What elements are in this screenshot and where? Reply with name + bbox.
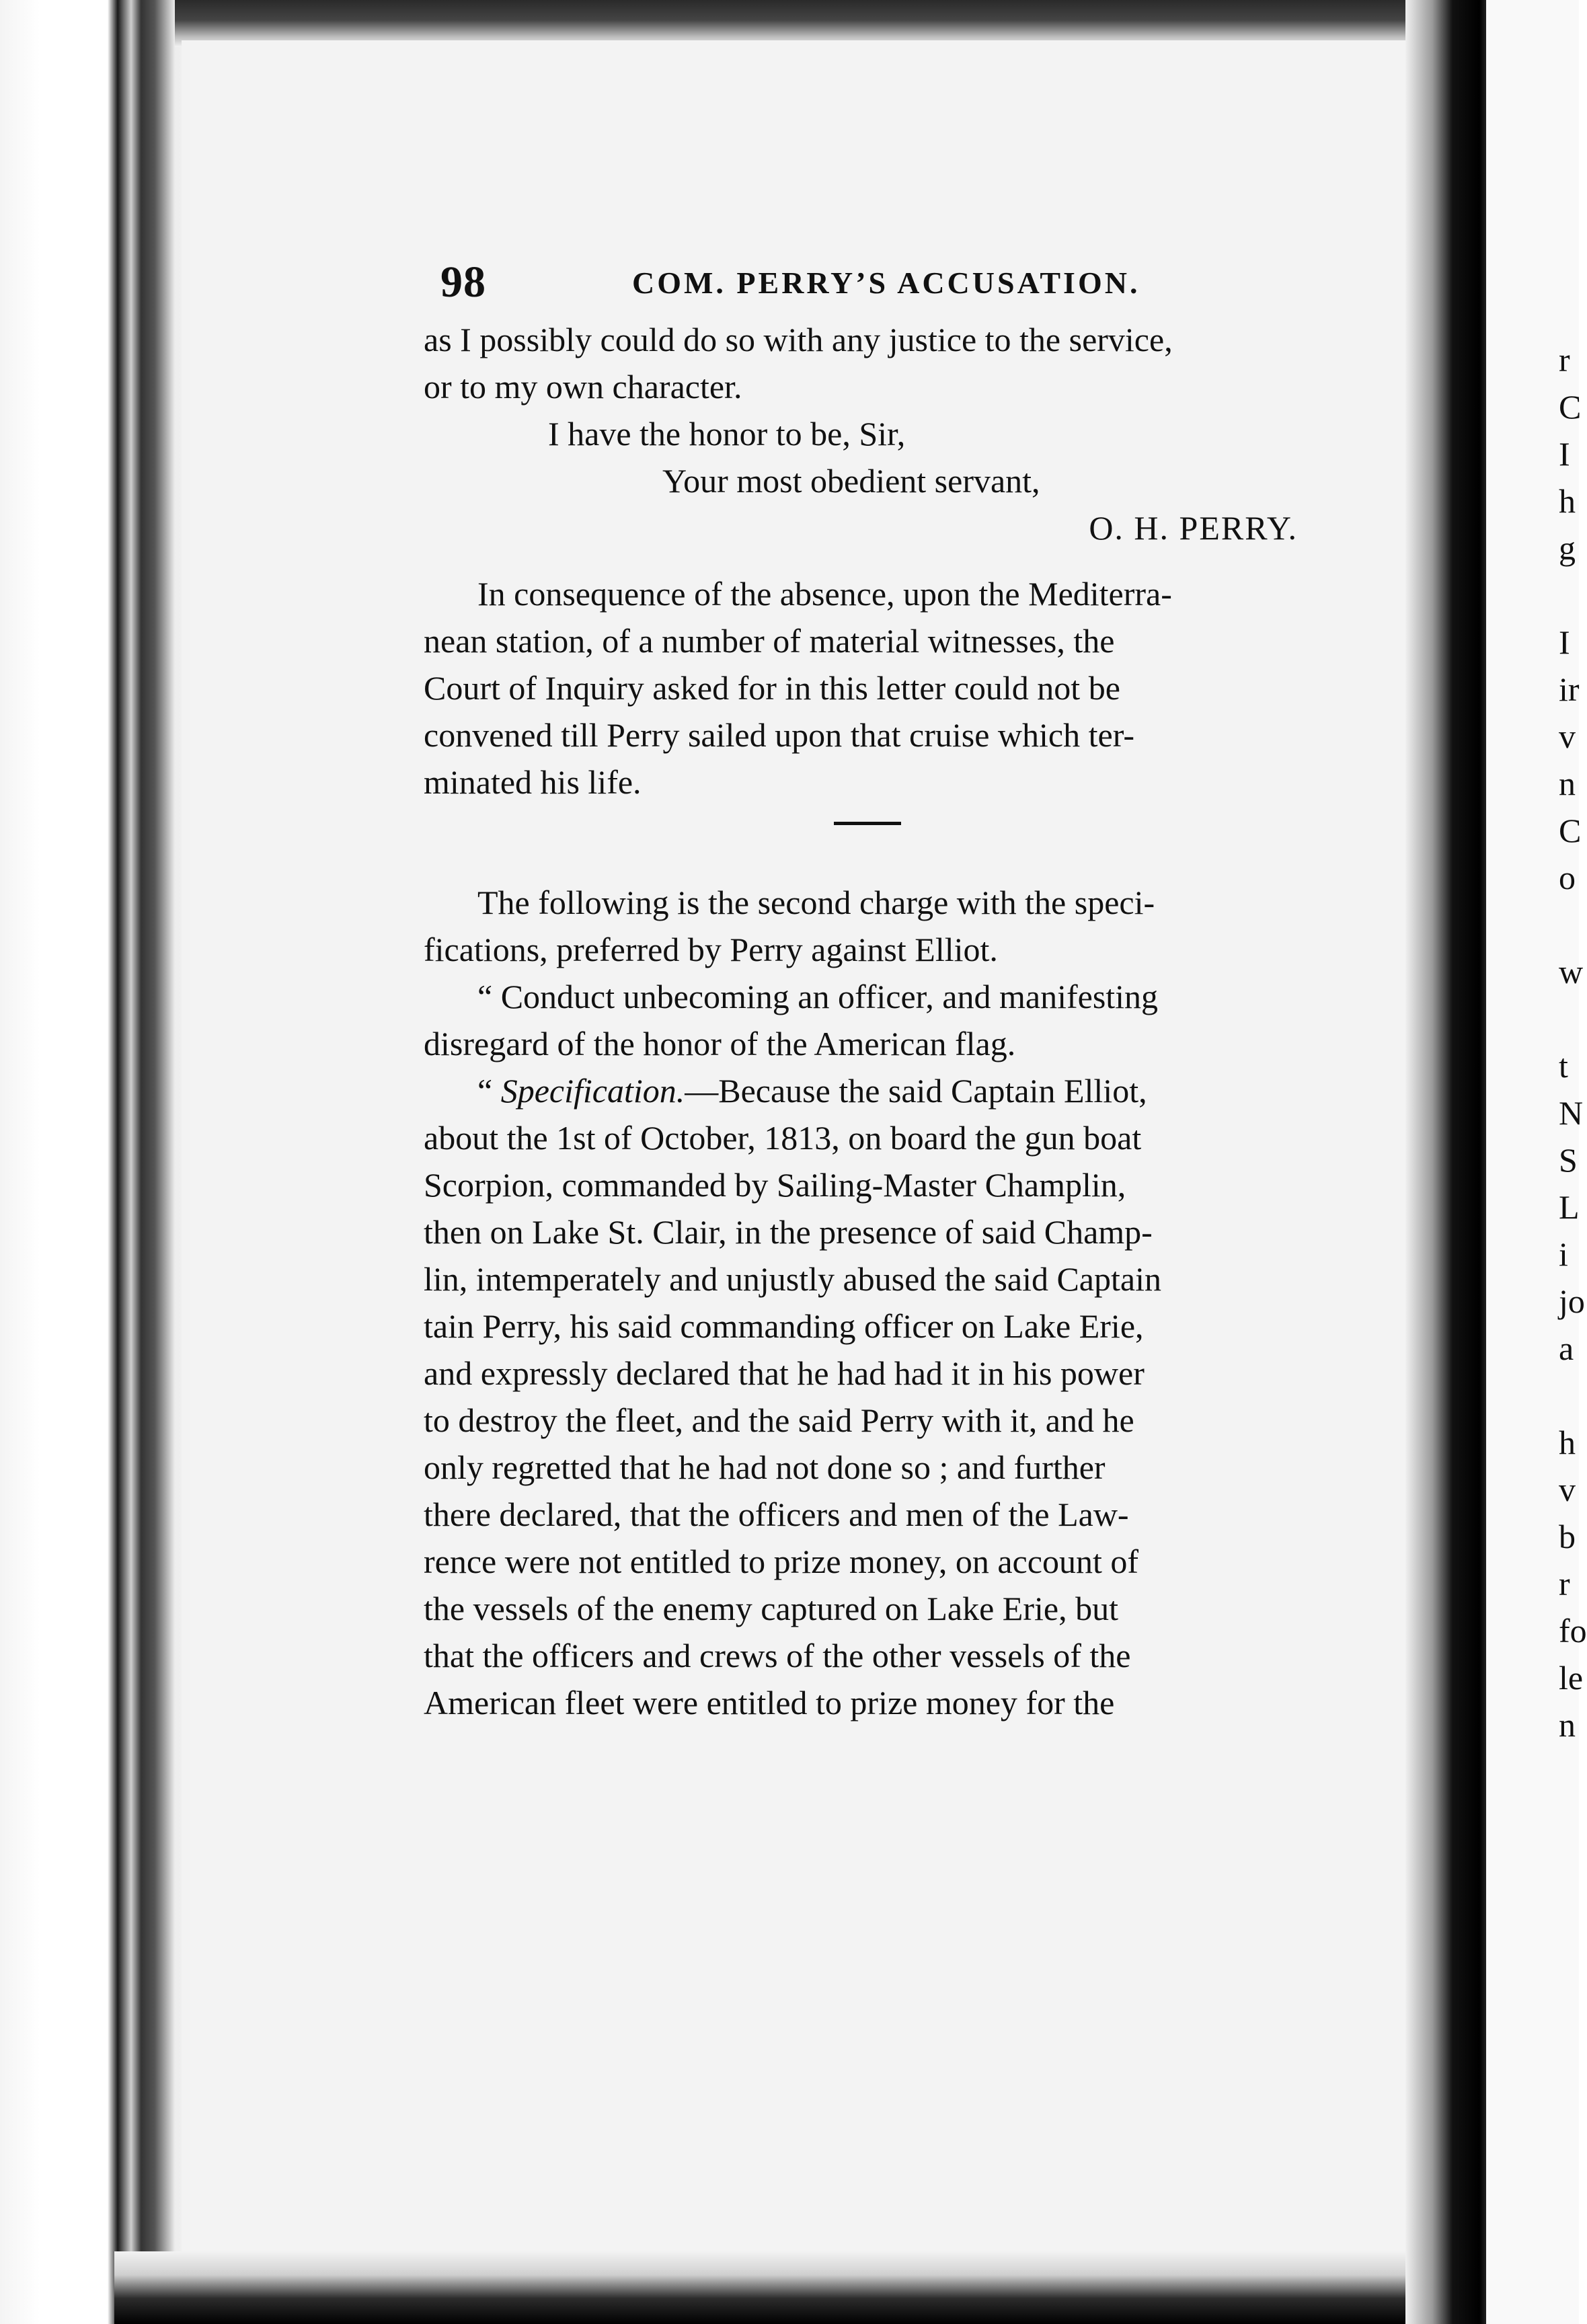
text-line: tain Perry, his said commanding officer on Lake Erie, [424, 1307, 1144, 1345]
facing-fragment: r [1559, 341, 1570, 379]
running-head: COM. PERRY’S ACCUSATION. [632, 266, 1140, 300]
facing-fragment: n [1559, 1706, 1576, 1744]
text-line: about the 1st of October, 1813, on board the gun boat [424, 1119, 1142, 1157]
text-line: nean station, of a number of material witnesses, the [424, 622, 1115, 660]
scan-left-edge [0, 0, 202, 2324]
text-line: lin, intemperately and unjustly abused the said Captain [424, 1260, 1161, 1298]
facing-fragment: jo [1559, 1282, 1585, 1320]
facing-fragment: g [1559, 529, 1576, 567]
text-line: fications, preferred by Perry against Elliot. [424, 931, 998, 968]
text-line: disregard of the honor of the American flag. [424, 1025, 1016, 1062]
facing-fragment: w [1559, 953, 1584, 991]
facing-fragment: a [1559, 1329, 1574, 1367]
facing-fragment: h [1559, 482, 1576, 520]
facing-fragment: fo [1559, 1612, 1587, 1650]
text-line: there declared, that the officers and men of the Law- [424, 1496, 1129, 1533]
facing-page-text [1559, 336, 1587, 1748]
text-line: rence were not entitled to prize money, on account of [424, 1543, 1138, 1580]
text-line: Court of Inquiry asked for in this letter could not be [424, 669, 1120, 707]
facing-fragment: ir [1559, 670, 1580, 708]
facing-fragment: v [1559, 718, 1576, 755]
text-line: “ Conduct unbecoming an officer, and manifesting [477, 978, 1159, 1015]
facing-fragment: C [1559, 388, 1582, 426]
closing-salutation: I have the honor to be, Sir, [548, 415, 906, 453]
closing-servant: Your most obedient servant, [662, 462, 1040, 500]
text-line: then on Lake St. Clair, in the presence of said Champ- [424, 1213, 1153, 1251]
specification-text: —Because the said Captain Elliot, [685, 1072, 1147, 1110]
text-line: to destroy the fleet, and the said Perry with it, and he [424, 1401, 1134, 1439]
text-line: convened till Perry sailed upon that cruise which ter- [424, 716, 1135, 754]
facing-fragment: N [1559, 1094, 1584, 1132]
facing-fragment: o [1559, 859, 1576, 896]
facing-fragment: le [1559, 1659, 1584, 1697]
facing-fragment: i [1559, 1235, 1568, 1273]
text-line: The following is the second charge with the speci- [477, 884, 1155, 921]
facing-fragment: I [1559, 435, 1570, 473]
text-line: Scorpion, commanded by Sailing-Master Champlin, [424, 1166, 1126, 1204]
text-line: and expressly declared that he had had it in his power [424, 1354, 1145, 1392]
specification-label: Specification. [500, 1072, 685, 1110]
text-line: or to my own character. [424, 368, 742, 405]
text-line: minated his life. [424, 763, 642, 801]
facing-fragment: C [1559, 812, 1582, 849]
text-line: the vessels of the enemy captured on Lake Erie, but [424, 1590, 1118, 1627]
text-line: that the officers and crews of the other vessels of the [424, 1637, 1131, 1674]
page-number: 98 [440, 258, 486, 307]
facing-fragment: I [1559, 623, 1570, 661]
facing-fragment: L [1559, 1188, 1580, 1226]
specification-first-line: “ Specification.—Because the said Captain Elliot, [477, 1072, 1147, 1110]
scan-bottom-edge [114, 2251, 1405, 2324]
text-line: American fleet were entitled to prize money for the [424, 1684, 1115, 1721]
facing-fragment: b [1559, 1518, 1576, 1555]
facing-fragment: t [1559, 1047, 1568, 1085]
facing-fragment: S [1559, 1141, 1578, 1179]
facing-fragment: v [1559, 1471, 1576, 1508]
text-line: In consequence of the absence, upon the Mediterra- [477, 575, 1172, 613]
facing-fragment: n [1559, 765, 1576, 802]
facing-fragment: h [1559, 1424, 1576, 1461]
book-gutter [1405, 0, 1486, 2324]
text-line: only regretted that he had not done so ; and further [424, 1448, 1106, 1486]
facing-fragment: r [1559, 1565, 1570, 1602]
text-line: as I possibly could do so with any justice to the service, [424, 321, 1173, 358]
page-header [440, 257, 1362, 311]
signature: O. H. PERRY. [1089, 509, 1298, 547]
page-body [424, 316, 1311, 1726]
